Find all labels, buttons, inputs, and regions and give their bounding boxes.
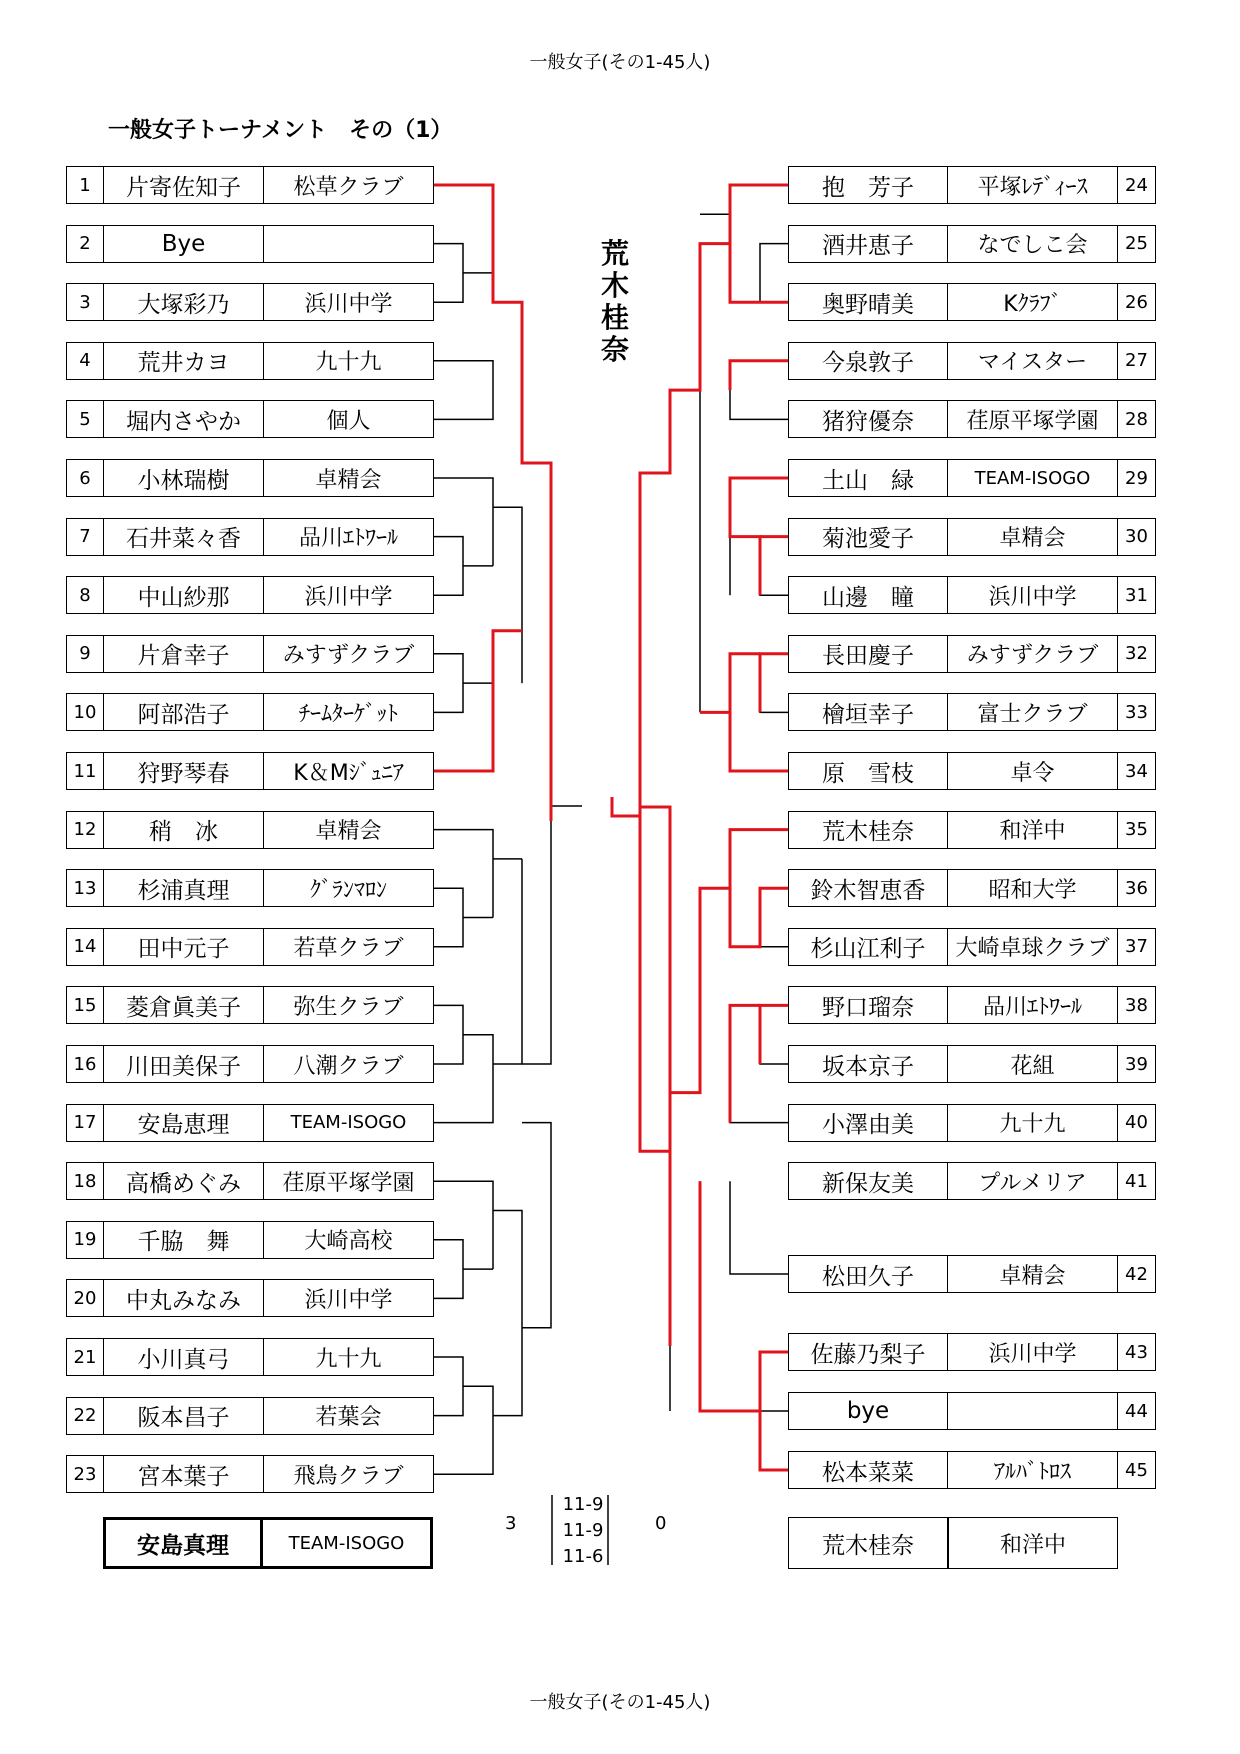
player-name: 酒井恵子 (788, 225, 948, 263)
player-row (788, 752, 1156, 790)
seed-number: 39 (1118, 1045, 1156, 1083)
player-club: プルメリア (948, 1162, 1118, 1200)
player-club: 卓精会 (264, 811, 434, 849)
player-row (788, 1045, 1156, 1083)
winner-bracket-line (434, 631, 522, 771)
seed-number: 11 (66, 752, 104, 790)
player-row (66, 986, 434, 1024)
player-club: 品川ｴﾄﾜｰﾙ (264, 518, 434, 556)
player-club: 浜川中学 (948, 576, 1118, 614)
tournament-title: 一般女子トーナメント その（1） (108, 118, 453, 143)
player-row (788, 459, 1156, 497)
player-row (66, 1045, 434, 1083)
game-score: 11-6 (562, 1546, 604, 1567)
final-right-name: 荒木桂奈 (788, 1517, 948, 1569)
player-name: 中山紗那 (104, 576, 264, 614)
seed-number: 17 (66, 1104, 104, 1142)
winner-bracket-line (760, 654, 788, 713)
seed-number: 7 (66, 518, 104, 556)
player-name: 稍 冰 (104, 811, 264, 849)
seed-number: 41 (1118, 1162, 1156, 1200)
player-club: 松草クラブ (264, 166, 434, 204)
player-name: 狩野琴春 (104, 752, 264, 790)
seed-number: 1 (66, 166, 104, 204)
seed-number: 38 (1118, 986, 1156, 1024)
player-name: 檜垣幸子 (788, 693, 948, 731)
player-row (788, 811, 1156, 849)
player-row (66, 1338, 434, 1376)
player-row (788, 635, 1156, 673)
winner-bracket-line (730, 830, 788, 947)
player-name: 小林瑞樹 (104, 459, 264, 497)
player-name: 阿部浩子 (104, 693, 264, 731)
player-club: 浜川中学 (948, 1333, 1118, 1371)
player-name: 猪狩優奈 (788, 400, 948, 438)
player-row (788, 1451, 1156, 1489)
player-club: なでしこ会 (948, 225, 1118, 263)
bracket-line (760, 654, 788, 713)
player-club (264, 225, 434, 263)
seed-number: 27 (1118, 342, 1156, 380)
player-row (788, 1104, 1156, 1142)
seed-number: 25 (1118, 225, 1156, 263)
player-name: 鈴木智恵香 (788, 869, 948, 907)
player-club: 花組 (948, 1045, 1118, 1083)
player-row (66, 1455, 434, 1493)
bracket-line (760, 1005, 788, 1064)
player-name: 石井菜々香 (104, 518, 264, 556)
player-name: 荒木桂奈 (788, 811, 948, 849)
player-club: Kｸﾗﾌﾞ (948, 283, 1118, 321)
player-name: 田中元子 (104, 928, 264, 966)
player-club: 九十九 (264, 1338, 434, 1376)
seed-number: 37 (1118, 928, 1156, 966)
champion-char: 奈 (600, 333, 629, 366)
seed-number: 10 (66, 693, 104, 731)
player-club: 平塚ﾚﾃﾞｨｰｽ (948, 166, 1118, 204)
player-name: 原 雪枝 (788, 752, 948, 790)
seed-number: 44 (1118, 1392, 1156, 1430)
bracket-line (730, 361, 788, 420)
bracket-line (434, 1357, 463, 1416)
player-row (66, 811, 434, 849)
player-row (66, 1221, 434, 1259)
seed-number: 2 (66, 225, 104, 263)
player-row (788, 1392, 1156, 1430)
player-name: 杉山江利子 (788, 928, 948, 966)
player-club: TEAM-ISOGO (264, 1104, 434, 1142)
player-row (66, 752, 434, 790)
player-name: 抱 芳子 (788, 166, 948, 204)
seed-number: 35 (1118, 811, 1156, 849)
player-name: 川田美保子 (104, 1045, 264, 1083)
player-club: ﾁｰﾑﾀｰｹﾞｯﾄ (264, 693, 434, 731)
player-row (66, 693, 434, 731)
player-name: 坂本京子 (788, 1045, 948, 1083)
player-name: 野口瑠奈 (788, 986, 948, 1024)
player-name: 菱倉眞美子 (104, 986, 264, 1024)
player-club: 九十九 (948, 1104, 1118, 1142)
player-name: 大塚彩乃 (104, 283, 264, 321)
player-club: 個人 (264, 400, 434, 438)
seed-number: 6 (66, 459, 104, 497)
seed-number: 8 (66, 576, 104, 614)
seed-number: 14 (66, 928, 104, 966)
player-name: 山邊 瞳 (788, 576, 948, 614)
player-club: K＆Mｼﾞｭﾆｱ (264, 752, 434, 790)
player-name: 宮本葉子 (104, 1455, 264, 1493)
player-name: 片倉幸子 (104, 635, 264, 673)
game-score: 11-9 (562, 1520, 604, 1541)
player-name: 佐藤乃梨子 (788, 1333, 948, 1371)
bracket-line (434, 654, 463, 713)
player-row (788, 166, 1156, 204)
player-club: 大崎高校 (264, 1221, 434, 1259)
player-name: 阪本昌子 (104, 1397, 264, 1435)
seed-number: 29 (1118, 459, 1156, 497)
bracket-line (760, 888, 788, 947)
player-row (66, 635, 434, 673)
seed-number: 40 (1118, 1104, 1156, 1142)
bracket-line (730, 1181, 788, 1274)
player-club: みすずクラブ (948, 635, 1118, 673)
player-row (788, 928, 1156, 966)
final-right-score: 0 (655, 1513, 667, 1534)
seed-number: 32 (1118, 635, 1156, 673)
bracket-line (434, 361, 493, 420)
player-club: TEAM-ISOGO (948, 459, 1118, 497)
bracket-line (434, 1005, 463, 1064)
seed-number: 21 (66, 1338, 104, 1376)
seed-number: 28 (1118, 400, 1156, 438)
winner-bracket-line (730, 361, 788, 390)
player-club: 大崎卓球クラブ (948, 928, 1118, 966)
player-club: 飛鳥クラブ (264, 1455, 434, 1493)
player-name: 杉浦真理 (104, 869, 264, 907)
page-header: 一般女子(その1-45人) (529, 52, 711, 73)
player-name: 奥野晴美 (788, 283, 948, 321)
seed-number: 22 (66, 1397, 104, 1435)
bracket-line (493, 1211, 522, 1416)
player-row (788, 693, 1156, 731)
player-club: 若葉会 (264, 1397, 434, 1435)
player-club: 九十九 (264, 342, 434, 380)
champion-char: 木 (600, 269, 629, 302)
seed-number: 19 (66, 1221, 104, 1259)
seed-number: 4 (66, 342, 104, 380)
player-name: 高橋めぐみ (104, 1162, 264, 1200)
bracket-line (760, 244, 788, 303)
player-name: 中丸みなみ (104, 1279, 264, 1317)
seed-number: 45 (1118, 1451, 1156, 1489)
player-club: 荏原平塚学園 (948, 400, 1118, 438)
seed-number: 33 (1118, 693, 1156, 731)
player-club: ｸﾞﾗﾝﾏﾛﾝ (264, 869, 434, 907)
player-name: 今泉敦子 (788, 342, 948, 380)
player-name: 片寄佐知子 (104, 166, 264, 204)
player-name: 千脇 舞 (104, 1221, 264, 1259)
bracket-line (434, 537, 463, 596)
game-score: 11-9 (562, 1494, 604, 1515)
seed-number: 9 (66, 635, 104, 673)
player-name: 小川真弓 (104, 1338, 264, 1376)
player-row (66, 166, 434, 204)
winner-bracket-line (730, 1005, 760, 1122)
player-row (66, 1104, 434, 1142)
seed-number: 34 (1118, 752, 1156, 790)
seed-number: 15 (66, 986, 104, 1024)
player-club: ｱﾙﾊﾞﾄﾛｽ (948, 1451, 1118, 1489)
player-row (66, 342, 434, 380)
player-club: 卓令 (948, 752, 1118, 790)
champion-char: 荒 (600, 237, 629, 270)
player-name: Bye (104, 225, 264, 263)
bracket-line (522, 566, 551, 1064)
player-row (788, 576, 1156, 614)
player-row (66, 869, 434, 907)
seed-number: 12 (66, 811, 104, 849)
player-club: 昭和大学 (948, 869, 1118, 907)
player-club: 弥生クラブ (264, 986, 434, 1024)
page-footer: 一般女子(その1-45人) (529, 1692, 711, 1713)
player-club: 品川ｴﾄﾜｰﾙ (948, 986, 1118, 1024)
seed-number: 24 (1118, 166, 1156, 204)
player-name: 新保友美 (788, 1162, 948, 1200)
bracket-line (493, 859, 522, 1064)
player-club (948, 1392, 1118, 1430)
player-row (788, 283, 1156, 321)
player-club: 富士クラブ (948, 693, 1118, 731)
seed-number: 18 (66, 1162, 104, 1200)
final-right-player (788, 1517, 1118, 1569)
player-club: 浜川中学 (264, 576, 434, 614)
player-name: 荒井カヨ (104, 342, 264, 380)
player-name: 安島恵理 (104, 1104, 264, 1142)
seed-number: 43 (1118, 1333, 1156, 1371)
player-club: 若草クラブ (264, 928, 434, 966)
seed-number: 13 (66, 869, 104, 907)
seed-number: 26 (1118, 283, 1156, 321)
final-left-player (103, 1517, 433, 1569)
player-name: 長田慶子 (788, 635, 948, 673)
seed-number: 20 (66, 1279, 104, 1317)
player-row (66, 1162, 434, 1200)
player-row (66, 1279, 434, 1317)
seed-number: 3 (66, 283, 104, 321)
player-club: 荏原平塚学園 (264, 1162, 434, 1200)
player-row (788, 1162, 1156, 1200)
player-row (66, 225, 434, 263)
bracket-line (760, 537, 788, 596)
player-club: マイスター (948, 342, 1118, 380)
winner-bracket-line (640, 816, 670, 1151)
player-row (788, 518, 1156, 556)
player-row (66, 928, 434, 966)
player-row (66, 400, 434, 438)
final-left-name: 安島真理 (103, 1517, 263, 1569)
final-right-club: 和洋中 (948, 1517, 1118, 1569)
player-name: 松本菜菜 (788, 1451, 948, 1489)
player-row (66, 459, 434, 497)
player-row (788, 986, 1156, 1024)
winner-bracket-line (760, 1005, 788, 1064)
final-left-club: TEAM-ISOGO (263, 1517, 433, 1569)
player-name: 菊池愛子 (788, 518, 948, 556)
seed-number: 42 (1118, 1255, 1156, 1293)
player-row (788, 869, 1156, 907)
player-name: 堀内さやか (104, 400, 264, 438)
player-club: 卓精会 (948, 1255, 1118, 1293)
bracket-line (760, 1352, 788, 1411)
player-club: 八潮クラブ (264, 1045, 434, 1083)
bracket-line (434, 244, 463, 303)
player-row (788, 225, 1156, 263)
player-name: bye (788, 1392, 948, 1430)
player-club: 浜川中学 (264, 1279, 434, 1317)
seed-number: 36 (1118, 869, 1156, 907)
player-row (66, 1397, 434, 1435)
bracket-line (434, 1240, 463, 1299)
player-row (788, 1255, 1156, 1293)
bracket-line (522, 1123, 551, 1328)
seed-number: 31 (1118, 576, 1156, 614)
player-row (66, 518, 434, 556)
final-game-scores (553, 1492, 613, 1570)
player-club: 浜川中学 (264, 283, 434, 321)
player-name: 小澤由美 (788, 1104, 948, 1142)
player-club: みすずクラブ (264, 635, 434, 673)
player-row (788, 1333, 1156, 1371)
seed-number: 16 (66, 1045, 104, 1083)
player-club: 卓精会 (948, 518, 1118, 556)
player-row (66, 283, 434, 321)
seed-number: 30 (1118, 518, 1156, 556)
final-left-score: 3 (505, 1513, 517, 1534)
player-club: 和洋中 (948, 811, 1118, 849)
player-row (66, 576, 434, 614)
player-name: 松田久子 (788, 1255, 948, 1293)
player-row (788, 342, 1156, 380)
seed-number: 23 (66, 1455, 104, 1493)
bracket-line (493, 507, 522, 683)
player-name: 土山 緑 (788, 459, 948, 497)
champion-char: 桂 (600, 301, 629, 334)
winner-bracket-line (640, 244, 730, 807)
bracket-line (434, 888, 463, 947)
player-club: 卓精会 (264, 459, 434, 497)
seed-number: 5 (66, 400, 104, 438)
player-row (788, 400, 1156, 438)
